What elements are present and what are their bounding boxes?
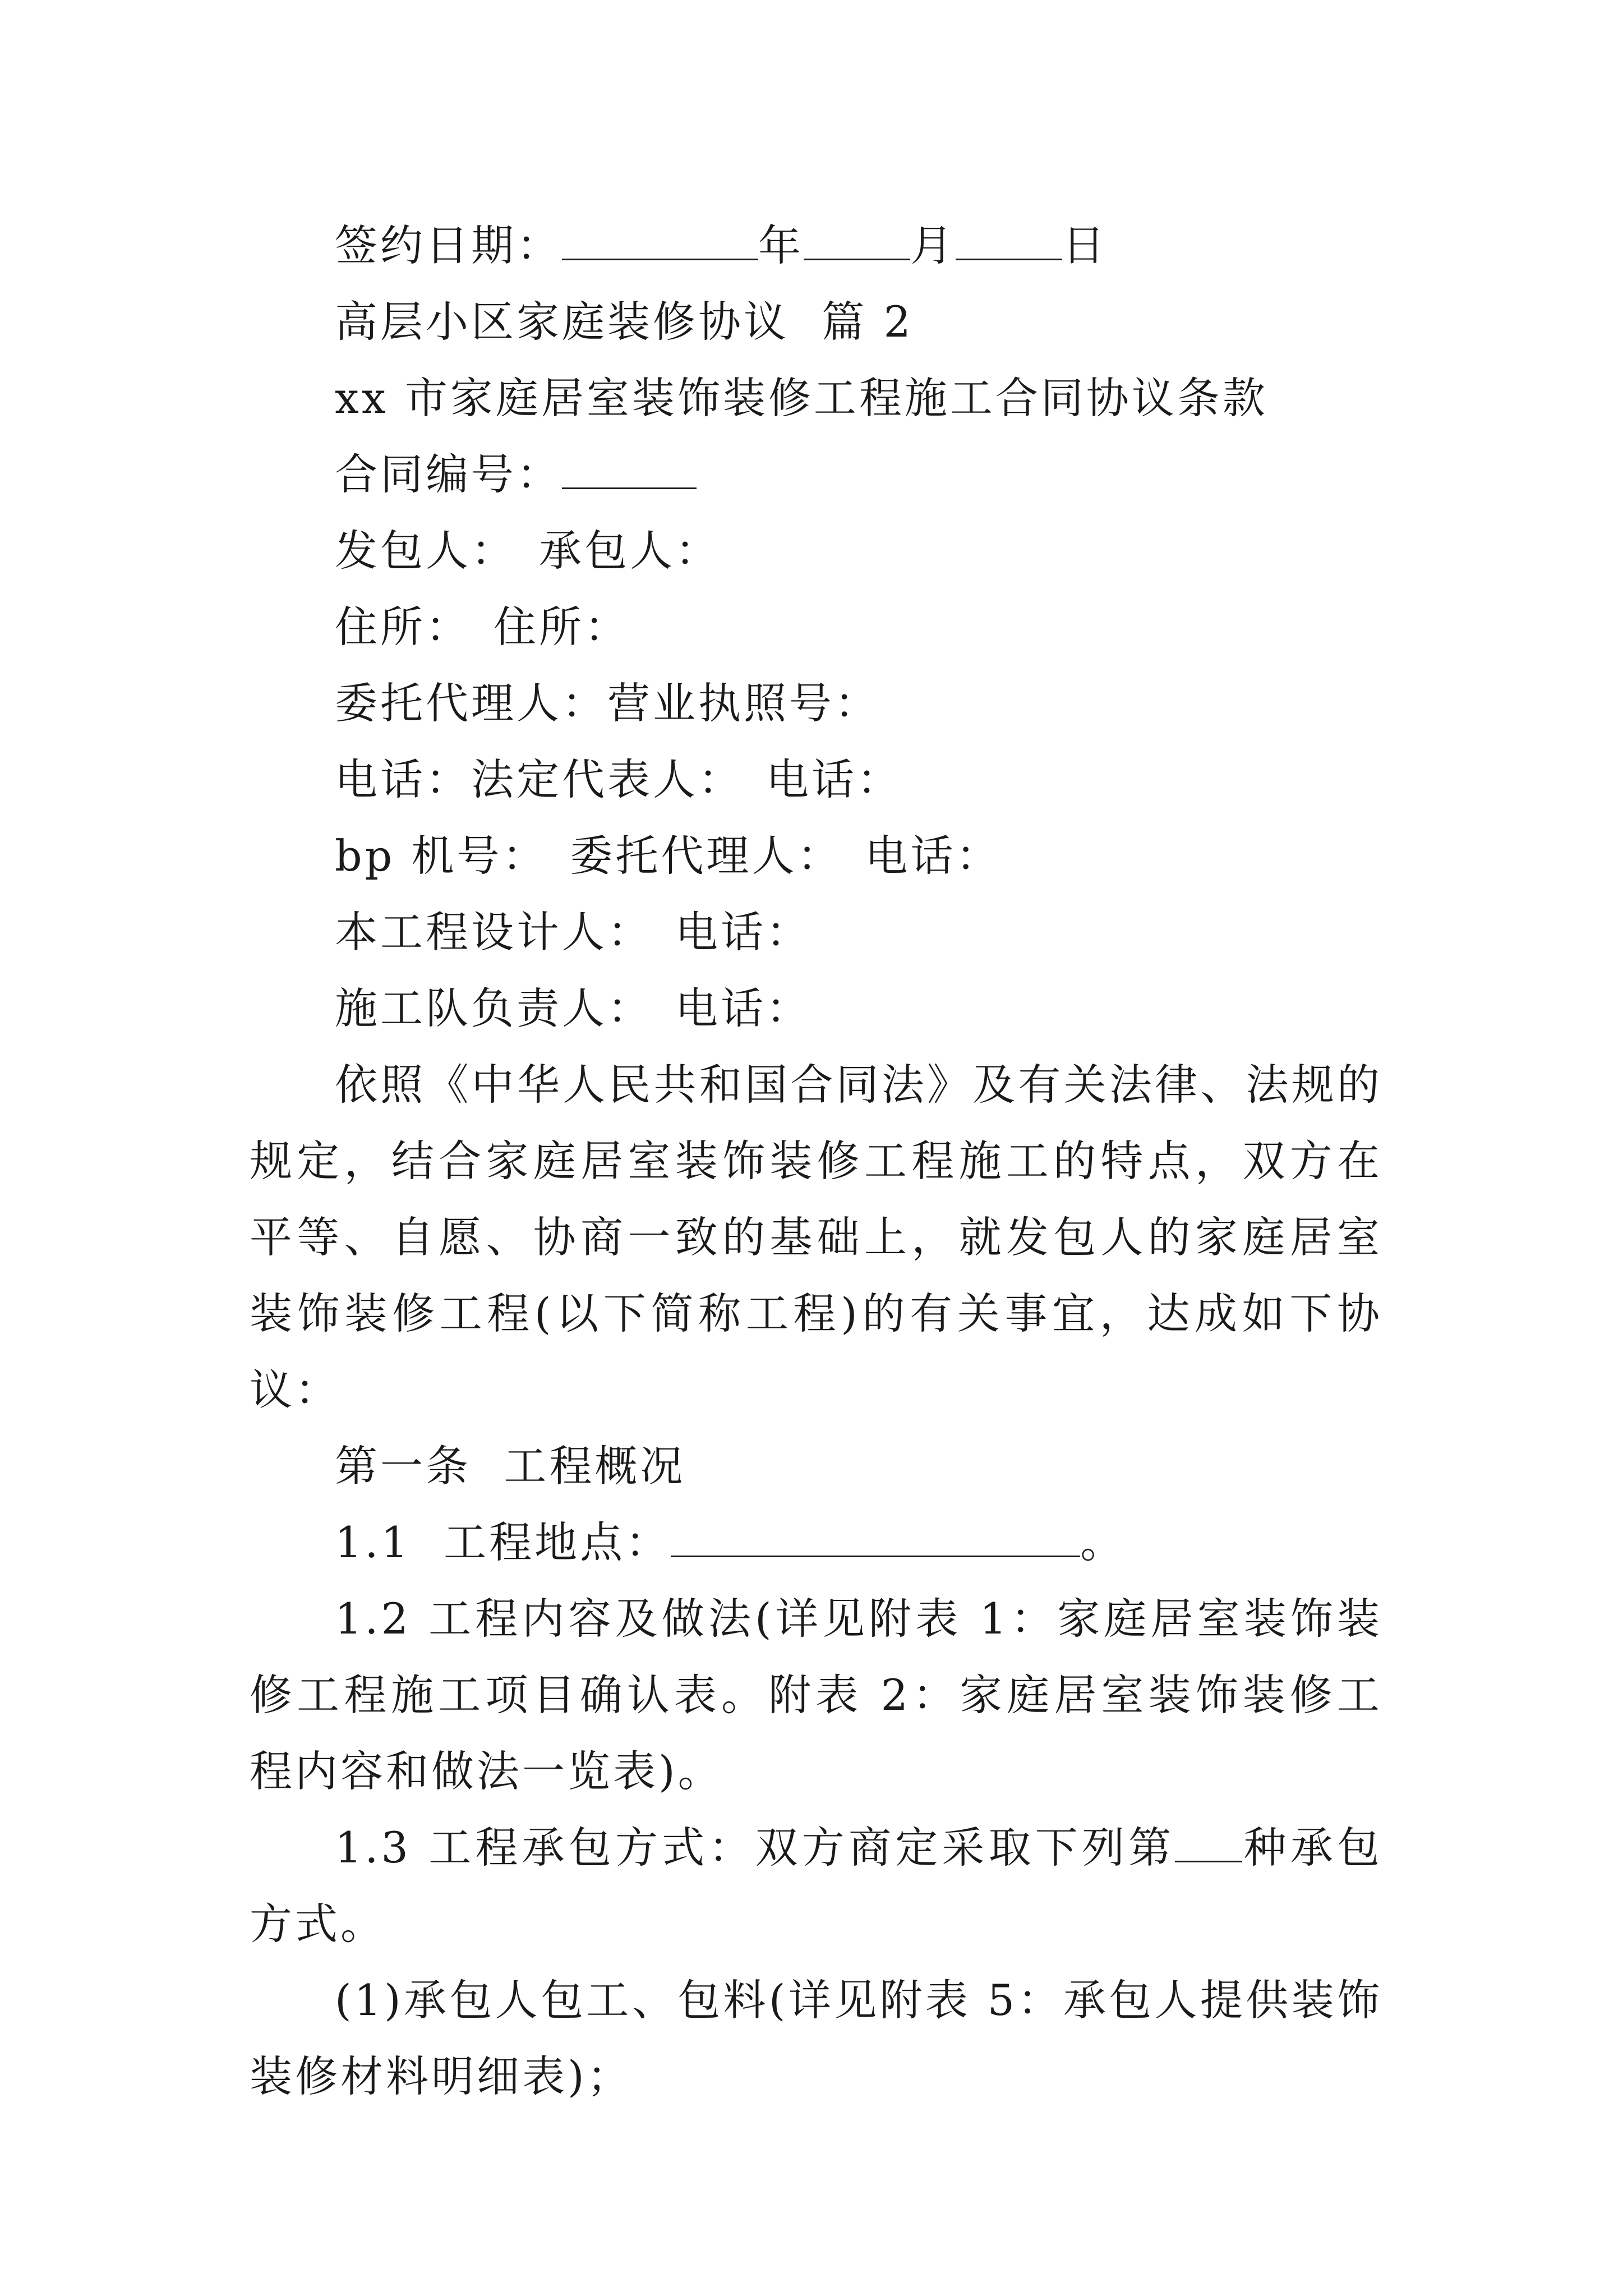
team-leader-phone-label: 电话： [675,983,811,1033]
item-1-3-1-paragraph: (1)承包人包工、包料(详见附表 5：承包人提供装饰装修材料明细表)； [250,1975,1382,2101]
employer-label: 发包人： [335,526,517,576]
phone-legal-line [250,742,1382,818]
article-1-title: 第一条 工程概况 [335,1441,686,1491]
site-blank [671,1516,1080,1557]
item-1-1-label: 1.1 工程地点： [335,1517,671,1567]
contract-no-line [250,436,1382,513]
year-label: 年 [758,220,804,270]
contract-no-label: 合同编号： [335,449,562,499]
item-1-1-end: 。 [1080,1517,1126,1567]
contractor-label: 承包人： [539,526,721,576]
contractor-phone-label: 电话： [865,831,1002,881]
contract-title: xx 市家庭居室装饰装修工程施工合同协议条款 [335,373,1268,423]
designer-line [250,894,1382,970]
sign-date-label: 签约日期： [335,220,562,270]
contractor-agent-label: 委托代理人： [570,831,843,881]
contractor-address-label: 住所： [494,602,630,652]
preamble-paragraph: 依照《中华人民共和国合同法》及有关法律、法规的规定，结合家庭居室装饰装修工程施工的特点，双方在平等、自愿、协商一致的基础上，就发包人的家庭居室装饰装修工程(以下简称工程)的有关事宜，达成如下协议： [250,1060,1382,1415]
license-label: 营业执照号： [607,678,880,728]
legal-rep-label: 法定代表人： [471,754,744,804]
agent-license-line [250,665,1382,742]
phone-label: 电话： [335,754,471,804]
employer-address-label: 住所： [335,602,471,652]
item-1-1-line [250,1504,1382,1581]
item-1-3-before: 1.3 工程承包方式：双方商定采取下列第 [335,1823,1175,1872]
section-title: 高层小区家庭装修协议 篇 2 [335,297,914,347]
method-blank [1175,1821,1242,1862]
item-1-3-paragraph [250,1810,1382,1962]
bp-label: bp 机号： [335,831,548,881]
item-1-2-paragraph: 1.2 工程内容及做法(详见附表 1：家庭居室装饰装修工程施工项目确认表。附表 2：家庭居室装饰装修工程内容和做法一览表)。 [250,1594,1382,1796]
designer-phone-label: 电话： [675,907,811,957]
item-1-3-after: 种承包方式。 [250,1823,1383,1949]
team-leader-label: 施工队负责人： [335,983,653,1033]
month-label: 月 [910,220,956,270]
year-blank [562,219,758,260]
contract-no-blank [562,448,697,489]
team-leader-line [250,970,1382,1047]
month-blank [804,219,910,260]
agent-label: 委托代理人： [335,678,607,728]
bp-line [250,818,1382,894]
day-label: 日 [1062,220,1108,270]
parties-line [250,513,1382,589]
sign-date-line [250,208,1382,284]
day-blank [956,219,1062,260]
designer-label: 本工程设计人： [335,907,653,957]
address-line [250,589,1382,665]
document-body [250,208,1382,2115]
phone-label-2: 电话： [766,754,902,804]
